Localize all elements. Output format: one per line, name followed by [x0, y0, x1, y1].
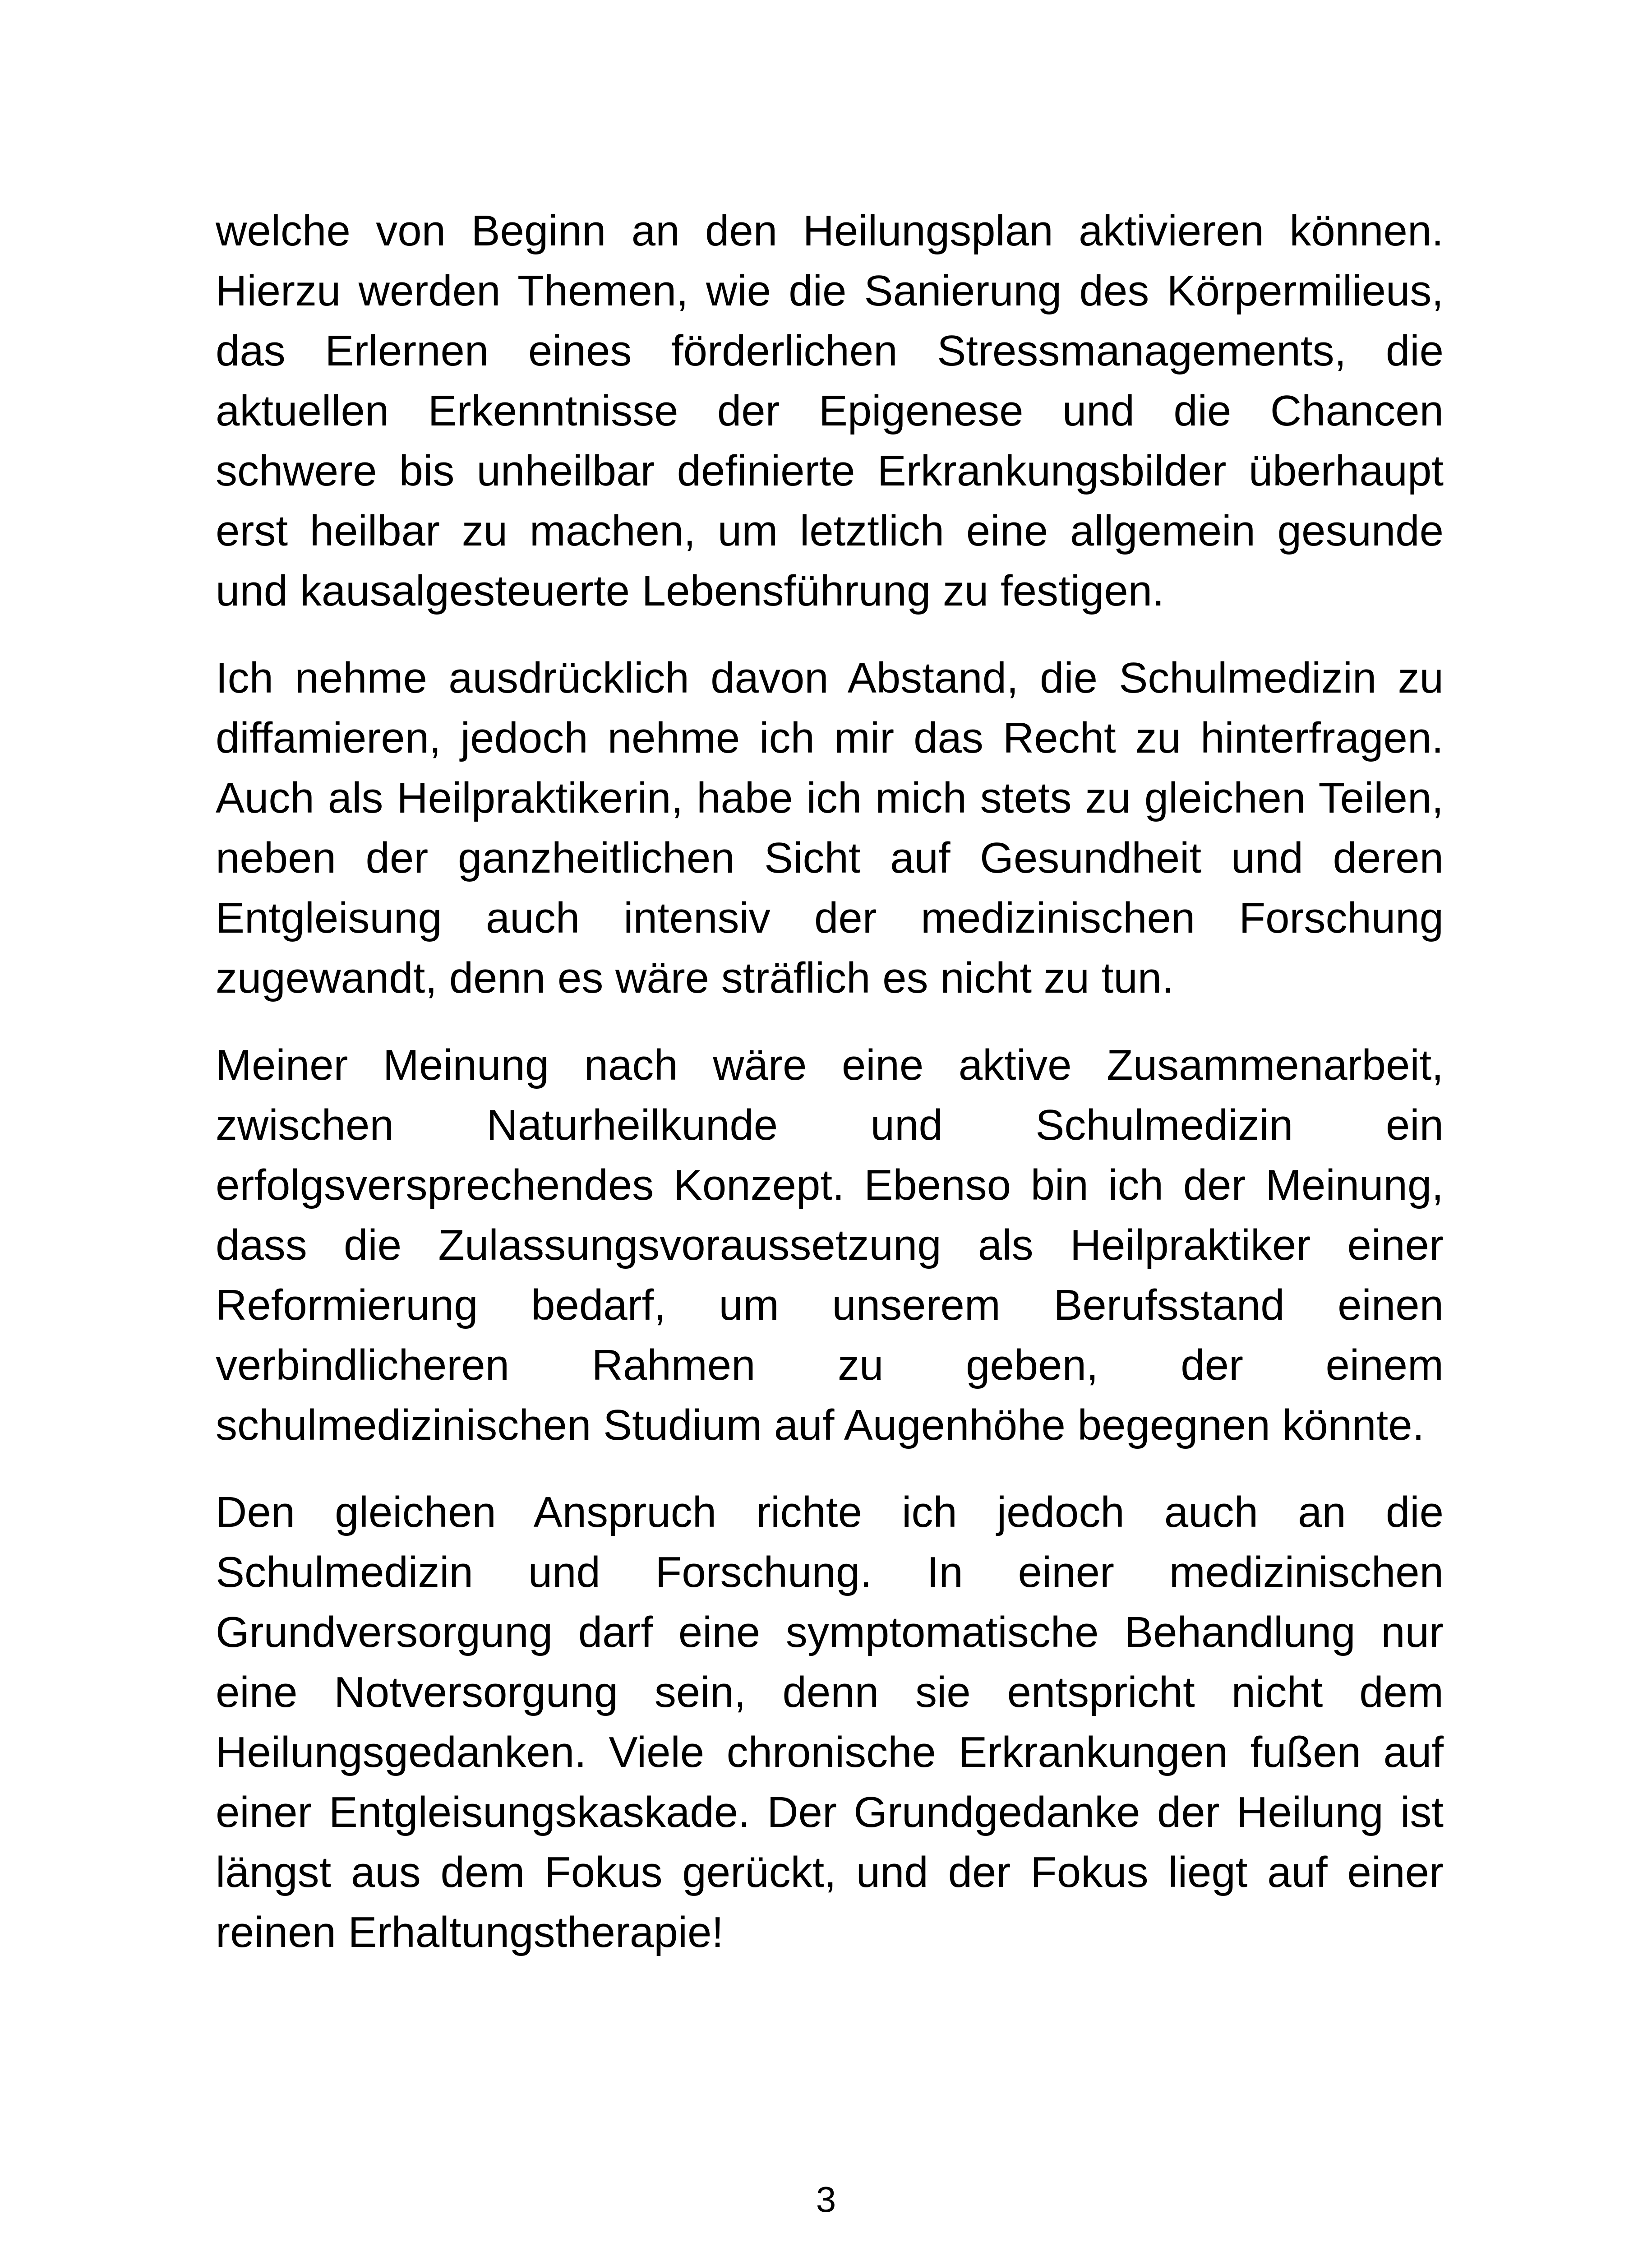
paragraph-4: Den gleichen Anspruch richte ich jedoch auch an die Schulmedizin und Forschung. In einer medizinischen Grundversorgung darf eine symptomatische Behandlung nur eine Notversorgung sein, denn sie entspricht nicht dem Heilungsgedanken. Viele chronische Erkrankungen fußen auf einer Entgleisungskaskade. Der Grundgedanke der Heilung ist längst aus dem Fokus gerückt, und der Fokus liegt auf einer reinen Erhaltungstherapie! [216, 1488, 1444, 1956]
paragraph-3: Meiner Meinung nach wäre eine aktive Zusammenarbeit, zwischen Naturheilkunde und Schulmedizin ein erfolgsversprechendes Konzept. Ebenso bin ich der Meinung, dass die Zulassungsvoraussetzung als Heilpraktiker einer Reformierung bedarf, um unserem Berufsstand einen verbindlicheren Rahmen zu geben, der einem schulmedizinischen Studium auf Augenhöhe begegnen könnte. [216, 1041, 1444, 1449]
paragraph-1: welche von Beginn an den Heilungsplan aktivieren können. Hierzu werden Themen, wie die Sanierung des Körpermilieus, das Erlernen eines förderlichen Stressmanagements, die aktuellen Erkenntnisse der Epigenese und die Chancen schwere bis unheilbar definierte Erkrankungsbilder überhaupt erst heilbar zu machen, um letztlich eine allgemein gesunde und kausalgesteuerte Lebensführung zu festigen. [216, 207, 1444, 615]
body-text [216, 201, 1444, 1989]
paragraph-2: Ich nehme ausdrücklich davon Abstand, die Schulmedizin zu diffamieren, jedoch nehme ich mir das Recht zu hinterfragen. Auch als Heilpraktikerin, habe ich mich stets zu gleichen Teilen, neben der ganzheitlichen Sicht auf Gesundheit und deren Entgleisung auch intensiv der medizinischen Forschung zugewandt, denn es wäre sträflich es nicht zu tun. [216, 654, 1444, 1002]
page-number: 3 [816, 2179, 836, 2219]
